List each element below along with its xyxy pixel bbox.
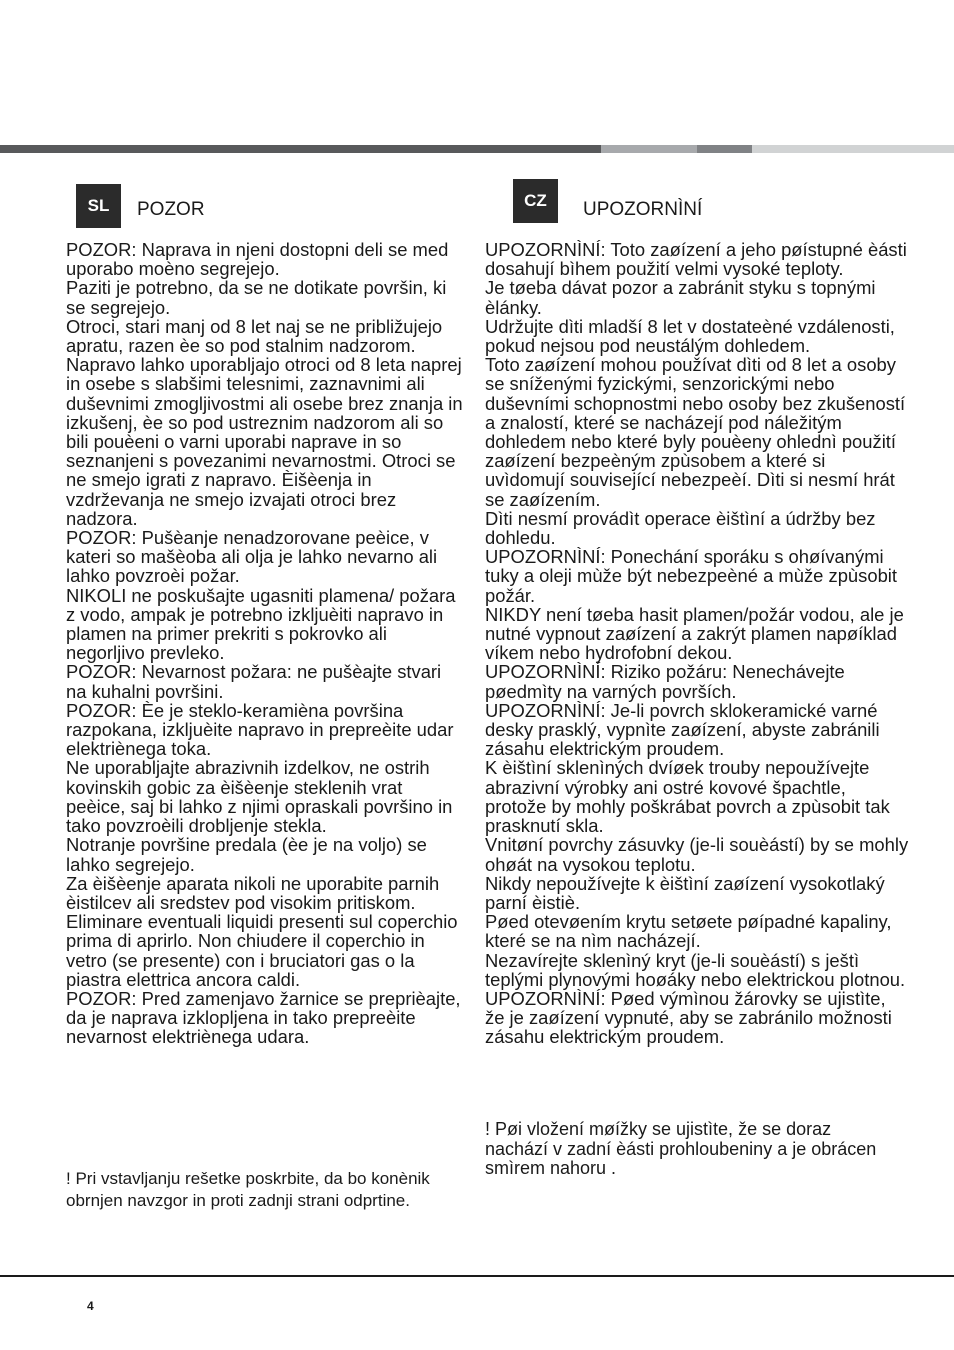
warning-paragraph: Eliminare eventuali liquidi presenti sul coperchio prima di aprirlo. Non chiudere il coperchio in vetro (se presente) con i bruciatori gas o la piastra elettrica ancora caldi.	[66, 911, 458, 990]
warning-paragraph: Nezavírejte sklenìný kryt (je-li souèástí) s ještì teplými plynovými hoøáky nebo elektrickou plotnou.	[485, 949, 906, 990]
warning-paragraph: Udržujte dìti mladší 8 let v dostateèné vzdálenosti, pokud nejsou pod neustálým dohledem.	[485, 315, 895, 357]
warning-paragraph: Paziti je potrebno, da se ne dotikate površin, ki se segrejejo.	[66, 277, 447, 318]
header-band-mid	[697, 145, 752, 153]
warning-column-sl	[66, 240, 466, 1047]
rack-note-cz: ! Pøi vložení møížky se ujistìte, že se doraz nachází v zadní èásti prohloubeniny a je obrácen smìrem nahoru .	[485, 1119, 877, 1178]
warning-paragraph: UPOZORNÌNÍ: Toto zaøízení a jeho pøístupné èásti dosahují bìhem použití velmi vysoké teploty.	[485, 239, 907, 280]
warning-paragraph: POZOR: Naprava in njeni dostopni deli se med uporabo moèno segrejejo.	[66, 239, 449, 280]
header-band-pale	[752, 145, 954, 153]
warning-paragraph: NIKDY není tøeba hasit plamen/požár vodou, ale je nutné vypnout zaøízení a zakrýt plamen napøíklad víkem nebo hydrofobní dekou.	[485, 603, 904, 664]
header-band-light	[601, 145, 697, 153]
footer-divider	[0, 1275, 954, 1277]
warning-paragraph: UPOZORNÌNÍ: Pøed výmìnou žárovky se ujistìte, že je zaøízení vypnuté, aby se zabránilo možnosti zásahu elektrickým proudem.	[485, 987, 892, 1048]
warning-paragraph: Otroci, stari manj od 8 let naj se ne približujejo apratu, razen èe so pod stalnim nadzorom.	[66, 315, 443, 357]
section-heading-sl: POZOR	[137, 199, 205, 220]
warning-paragraph: POZOR: Èe je steklo-keramièna površina razpokana, izkljuèite napravo in prepreèite udar elektriènega toka.	[66, 699, 454, 760]
warning-paragraph: K èištìní sklenìných dvíøek trouby nepoužívejte abrazivní výrobky ani ostré kovové špachtle, protože by mohly poškrábat povrch a zpùsobit tak prasknutí skla.	[485, 757, 890, 837]
warning-paragraph: Je tøeba dávat pozor a zabránit styku s topnými èlánky.	[485, 277, 876, 318]
warning-paragraph: Pøed otevøením krytu setøete pøípadné kapaliny, které se na nìm nacházejí.	[485, 911, 892, 952]
warning-column-cz	[485, 240, 910, 1047]
warning-paragraph: Dìti nesmí provádìt operace èištìní a údržby bez dohledu.	[485, 507, 876, 549]
rack-note-sl: ! Pri vstavljanju rešetke poskrbite, da bo konènik obrnjen navzgor in proti zadnji strani odprtine.	[66, 1169, 430, 1210]
language-badge-cz: CZ	[513, 179, 558, 223]
warning-paragraph: UPOZORNÌNÍ: Riziko požáru: Nenechávejte pøedmìty na varných površích.	[485, 661, 845, 702]
warning-paragraph: Notranje površine predala (èe je na voljo) se lahko segrejejo.	[66, 834, 427, 875]
warning-paragraph: NIKOLI ne poskušajte ugasniti plamena/ požara z vodo, ampak je potrebno izkljuèiti napravo in plamen na primer prekriti s pokrovko ali negorljivo prevleko.	[66, 584, 456, 664]
warning-paragraph: Napravo lahko uporabljajo otroci od 8 leta naprej in osebe s slabšimi telesnimi, zaznavnimi ali duševnimi zmogljivostmi ali osebe brez znanja in izkušenj, èe so pod ustreznim nadzorom ali so bili pouèeni o varni uporabi naprave in so seznanjeni s povezanimi nevarnostmi. Otroci se ne smejo igrati z napravo. Èišèenja in vzdrževanja ne smejo izvajati otroci brez nadzora.	[66, 354, 463, 529]
warning-paragraph: Vnitøní povrchy zásuvky (je-li souèástí) by se mohly ohøát na vysokou teplotu.	[485, 834, 909, 875]
warning-paragraph: Za èišèenje aparata nikoli ne uporabite parnih èistilcev ali sredstev pod visokim pritiskom.	[66, 872, 440, 913]
warning-paragraph: POZOR: Pušèanje nenadzorovane peèice, v kateri so mašèoba ali olja je lahko nevarno ali lahko povzroèi požar.	[66, 527, 438, 587]
warning-paragraph: Ne uporabljajte abrazivnih izdelkov, ne ostrih kovinskih gobic za èišèenje steklenih vrat peèice, saj bi lahko z njimi opraskali površino in tako povzroèili drobljenje stekla.	[66, 757, 453, 837]
language-badge-sl: SL	[76, 184, 121, 228]
warning-paragraph: Toto zaøízení mohou používat dìti od 8 let a osoby se sníženými fyzickými, senzorickými nebo duševními schopnostmi nebo osoby bez zkušeností a znalostí, které se nacházejí pod náležitým dohledem nebo které byly pouèeny ohlednì použití zaøízení bezpeèným zpùsobem a které si uvìdomují související nebezpeèí. Dìti si nesmí hrát se zaøízením.	[485, 354, 906, 510]
section-heading-cz: UPOZORNÌNÍ	[583, 199, 703, 220]
header-band-dark	[0, 145, 601, 153]
warning-paragraph: POZOR: Nevarnost požara: ne pušèajte stvari na kuhalni površini.	[66, 661, 442, 702]
warning-paragraph: UPOZORNÌNÍ: Je-li povrch sklokeramické varné desky prasklý, vypnìte zaøízení, abyste zabránili zásahu elektrickým proudem.	[485, 699, 880, 760]
warning-paragraph: POZOR: Pred zamenjavo žarnice se preprièajte, da je naprava izklopljena in tako prepreèite nevarnost elektriènega udara.	[66, 987, 461, 1048]
page-number: 4	[87, 1299, 94, 1313]
warning-paragraph: UPOZORNÌNÍ: Ponechání sporáku s ohøívanými tuky a oleji mùže být nebezpeèné a mùže zpùsobit požár.	[485, 546, 897, 606]
warning-paragraph: Nikdy nepoužívejte k èištìní zaøízení vysokotlaký parní èistiè.	[485, 872, 885, 913]
